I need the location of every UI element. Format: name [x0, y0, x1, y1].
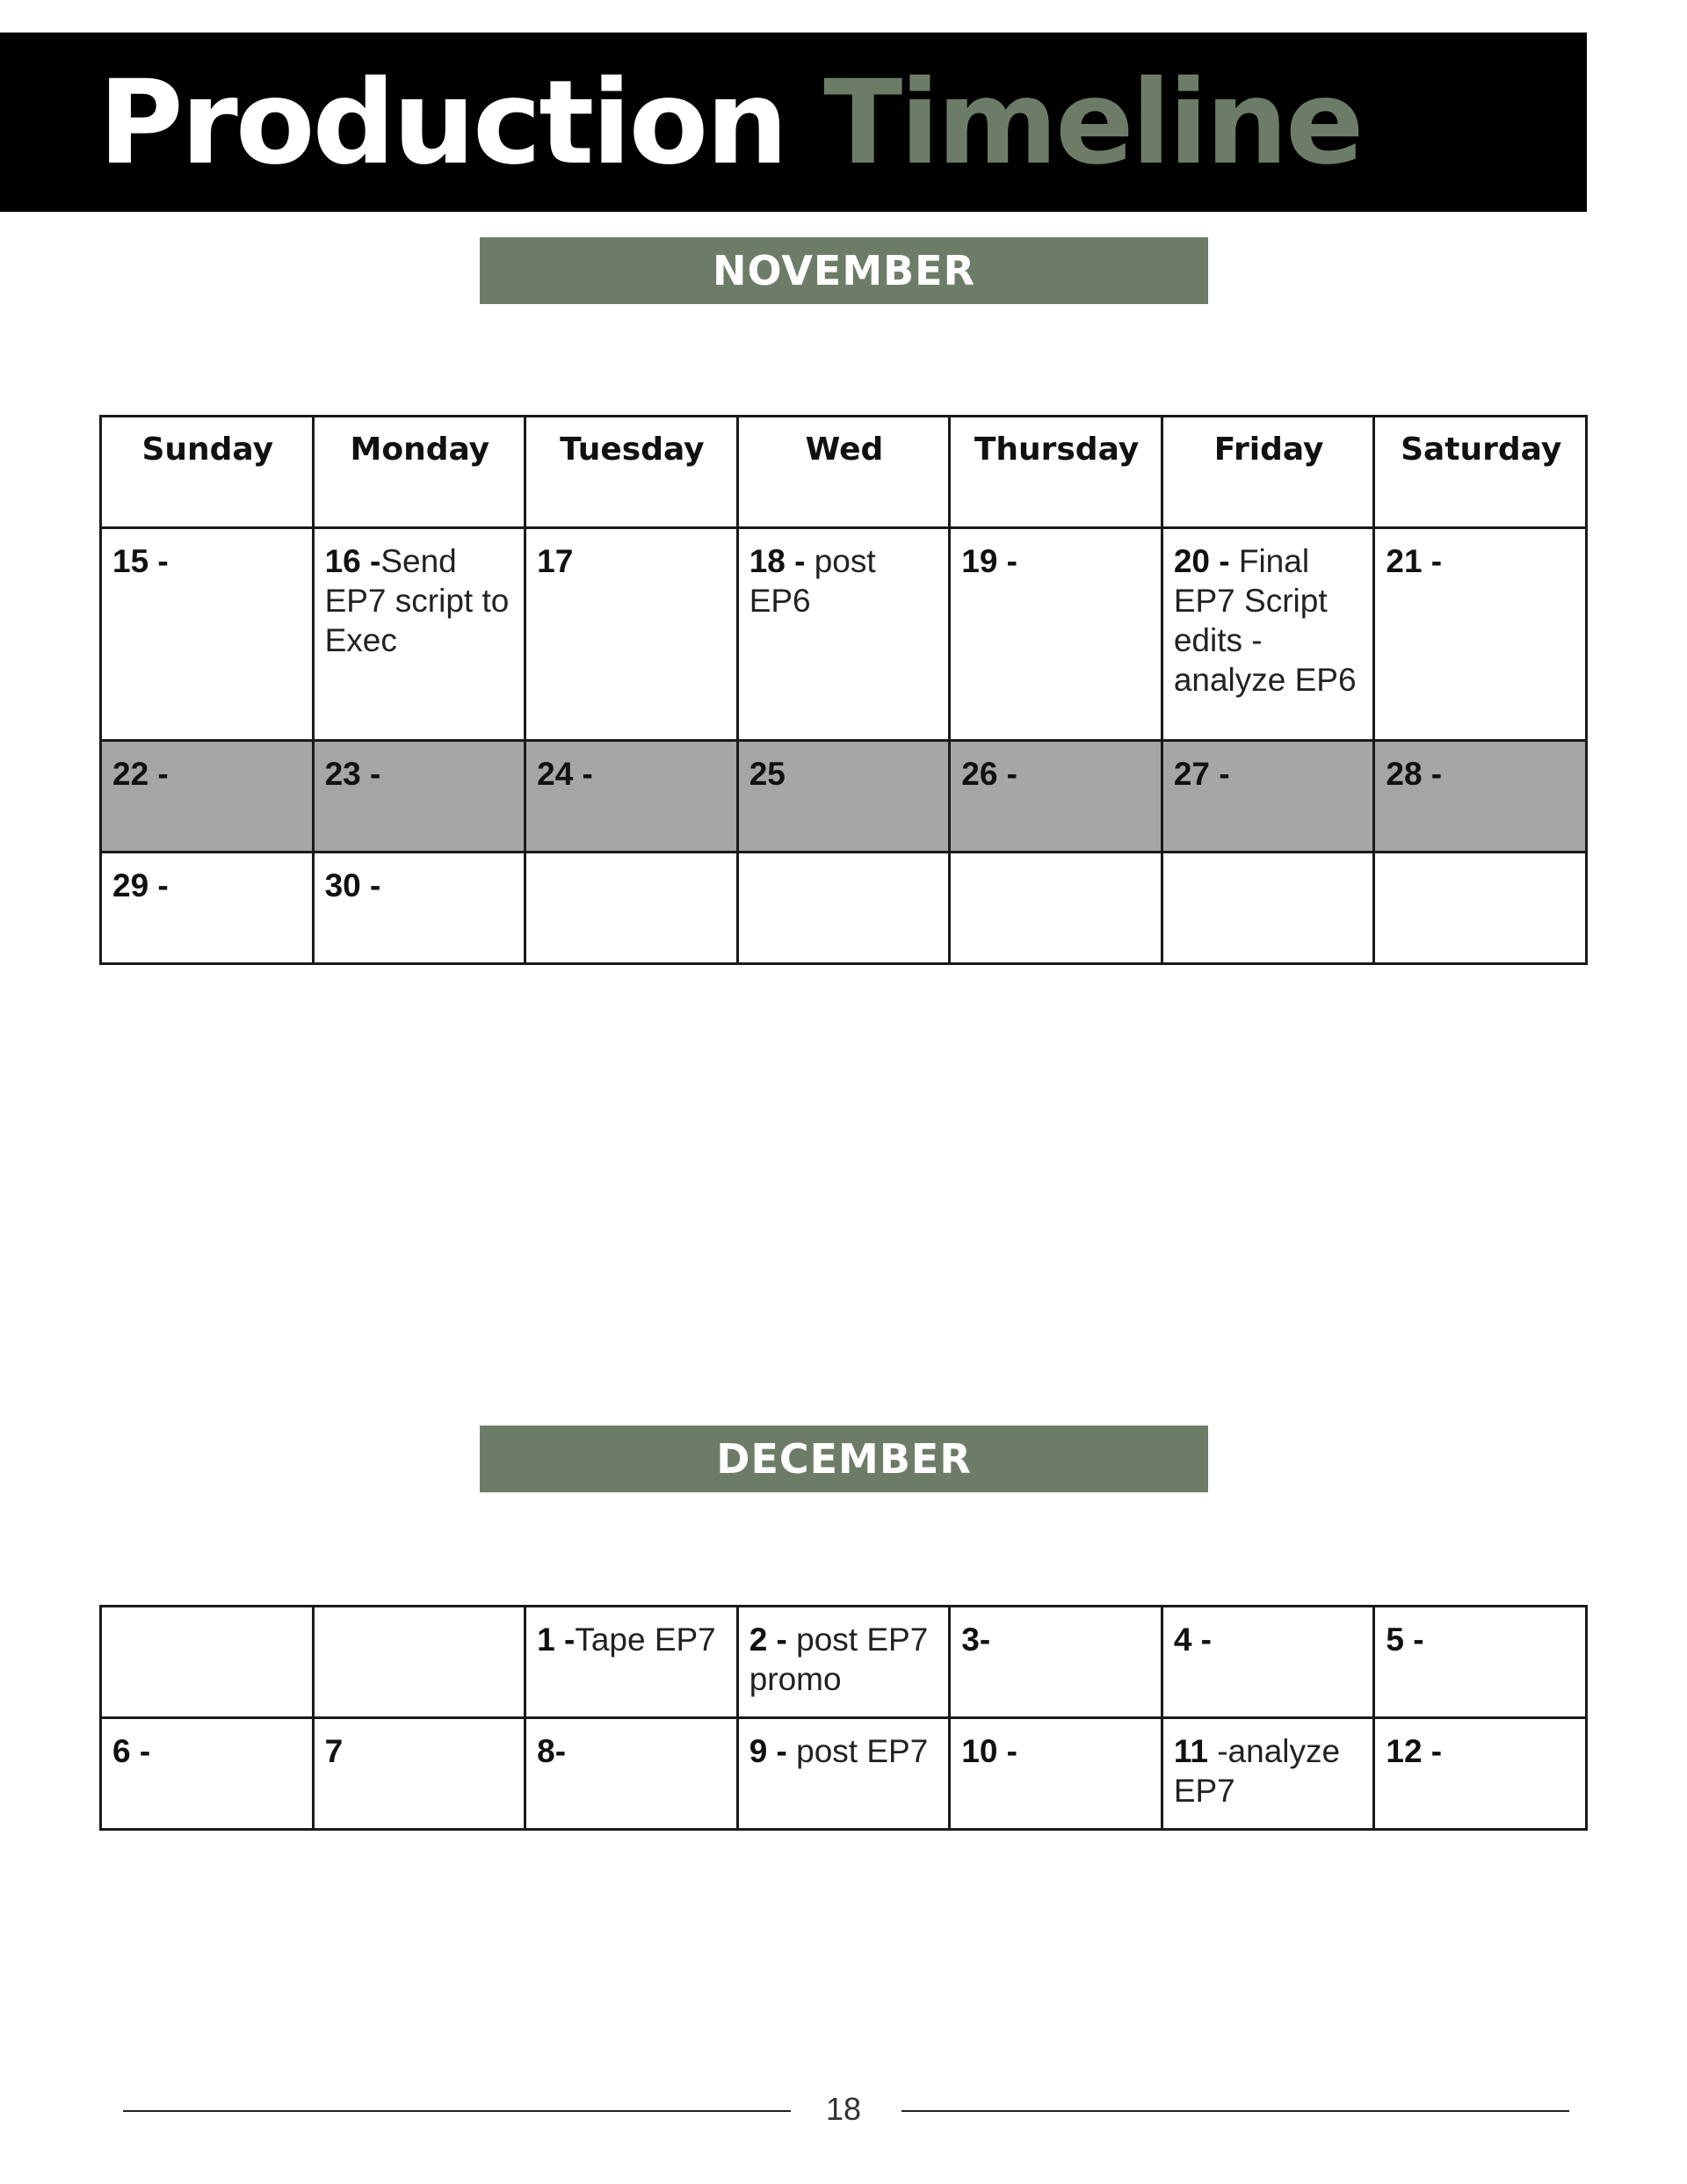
day-number: 18 - — [749, 543, 806, 579]
day-cell — [101, 1607, 314, 1718]
week-row — [101, 528, 1587, 741]
day-note: Send EP7 script to Exec — [324, 543, 510, 658]
day-cell — [1374, 528, 1587, 741]
day-cell — [313, 741, 525, 853]
title-word-production: Production — [98, 55, 786, 191]
day-cell — [525, 1718, 738, 1830]
day-cell — [1374, 741, 1587, 853]
day-number: 8- — [537, 1733, 567, 1769]
day-number: 9 - — [749, 1733, 787, 1769]
day-note: Tape EP7 — [575, 1622, 716, 1658]
day-number: 29 - — [112, 867, 169, 903]
day-number: 22 - — [112, 756, 169, 792]
day-number: 25 — [749, 756, 786, 792]
footer-rule-left — [123, 2110, 791, 2112]
day-number: 2 - — [749, 1622, 787, 1658]
day-number: 17 — [537, 543, 574, 579]
day-note: Final EP7 Script edits -analyze EP6 — [1173, 543, 1357, 698]
weekday-friday: Friday — [1162, 417, 1374, 528]
day-cell — [737, 528, 950, 741]
day-cell — [101, 853, 314, 964]
day-number: 28 - — [1386, 756, 1443, 792]
day-number: 7 — [324, 1733, 344, 1769]
page-number: 18 — [825, 2091, 862, 2127]
day-cell — [950, 1718, 1162, 1830]
day-cell — [1162, 1607, 1374, 1718]
day-cell — [1162, 853, 1374, 964]
day-number: 21 - — [1386, 543, 1443, 579]
day-cell — [313, 1607, 525, 1718]
day-cell — [525, 853, 738, 964]
day-cell — [313, 853, 525, 964]
day-cell — [950, 528, 1162, 741]
weekday-header-row — [101, 417, 1587, 528]
day-note: -analyze EP7 — [1173, 1733, 1341, 1809]
day-cell — [101, 741, 314, 853]
day-number: 23 - — [324, 756, 381, 792]
weekday-wednesday: Wed — [737, 417, 950, 528]
day-cell — [1374, 1607, 1587, 1718]
day-number: 30 - — [324, 867, 381, 903]
day-cell — [525, 1607, 738, 1718]
weekday-tuesday: Tuesday — [525, 417, 738, 528]
calendar-december — [99, 1605, 1588, 1831]
day-number: 12 - — [1386, 1733, 1443, 1769]
week-row-highlighted — [101, 741, 1587, 853]
day-number: 15 - — [112, 543, 169, 579]
day-number: 5 - — [1386, 1622, 1424, 1658]
week-row — [101, 1718, 1587, 1830]
day-cell — [313, 528, 525, 741]
weekday-saturday: Saturday — [1374, 417, 1587, 528]
day-cell — [525, 528, 738, 741]
weekday-thursday: Thursday — [950, 417, 1162, 528]
weekday-monday: Monday — [313, 417, 525, 528]
day-cell — [950, 741, 1162, 853]
day-number: 19 - — [961, 543, 1018, 579]
day-note: post EP6 — [749, 543, 876, 619]
footer-rule-right — [901, 2110, 1569, 2112]
day-number: 1 - — [537, 1622, 576, 1658]
day-cell — [313, 1718, 525, 1830]
day-cell — [737, 853, 950, 964]
week-row — [101, 853, 1587, 964]
day-cell — [1374, 1718, 1587, 1830]
day-cell — [1162, 741, 1374, 853]
day-number: 11 — [1173, 1733, 1208, 1769]
day-cell — [737, 1607, 950, 1718]
day-number: 26 - — [961, 756, 1018, 792]
day-number: 3- — [961, 1622, 991, 1658]
day-number: 10 - — [961, 1733, 1018, 1769]
day-number: 20 - — [1173, 543, 1230, 579]
day-cell — [101, 528, 314, 741]
day-number: 16 - — [324, 543, 381, 579]
day-cell — [737, 1718, 950, 1830]
day-number: 4 - — [1173, 1622, 1212, 1658]
day-cell — [950, 853, 1162, 964]
month-header-november: NOVEMBER — [480, 237, 1208, 304]
day-number: 27 - — [1173, 756, 1230, 792]
week-row — [101, 1607, 1587, 1718]
day-cell — [101, 1718, 314, 1830]
day-cell — [525, 741, 738, 853]
day-number: 6 - — [112, 1733, 151, 1769]
calendar-november — [99, 415, 1588, 965]
day-note: post EP7 promo — [749, 1622, 929, 1697]
weekday-sunday: Sunday — [101, 417, 314, 528]
day-cell — [737, 741, 950, 853]
title-word-timeline: Timeline — [823, 55, 1362, 191]
month-header-december: DECEMBER — [480, 1426, 1208, 1492]
day-cell — [1374, 853, 1587, 964]
day-cell — [1162, 1718, 1374, 1830]
day-cell — [950, 1607, 1162, 1718]
day-cell — [1162, 528, 1374, 741]
page-title — [98, 53, 1362, 193]
day-note: post EP7 — [786, 1733, 929, 1769]
day-number: 24 - — [537, 756, 593, 792]
